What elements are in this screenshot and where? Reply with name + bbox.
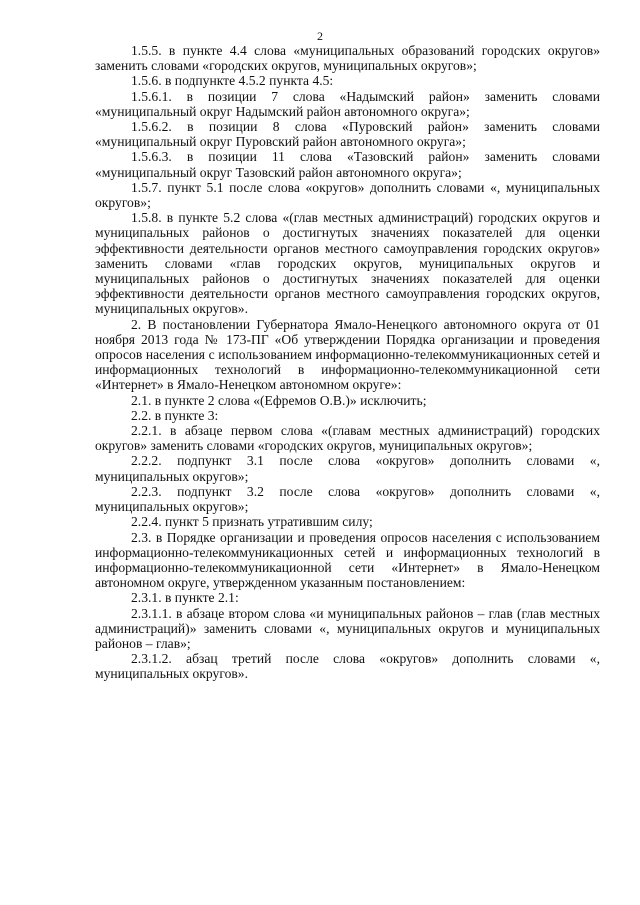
paragraph-1-5-6-3: 1.5.6.3. в позиции 11 слова «Тазовский район» заменить словами «муниципальный округ Тазовский район автономного округа»; — [95, 149, 600, 180]
paragraph-2: 2. В постановлении Губернатора Ямало-Ненецкого автономного округа от 01 ноября 2013 года № 173-ПГ «Об утверждении Порядка организации и проведения опросов населения с использованием информационно-телекоммуникационных сетей и информационных технологий в информационно-телекоммуникационной сети «Интернет» в Ямало-Ненецком автономном округе»: — [95, 316, 600, 393]
paragraph-2-3-1: 2.3.1. в пункте 2.1: — [131, 590, 239, 606]
paragraph-1-5-8: 1.5.8. в пункте 5.2 слова «(глав местных администраций) городских округов и муниципальных районов о достигнутых значениях показателей для оценки эффективности деятельности органов местного самоуправления городских округов» заменить словами «глав городских округов, муниципальных округов и муниципальных районов о достигнутых значениях показателей для оценки эффективности деятельности органов местного самоуправления городских округов, муниципальных округов». — [95, 210, 600, 317]
paragraph-1-5-5: 1.5.5. в пункте 4.4 слова «муниципальных образований городских округов» заменить словами «городских округов, муниципальных округов»; — [95, 43, 600, 74]
paragraph-2-2-4: 2.2.4. пункт 5 признать утратившим силу; — [131, 514, 373, 530]
paragraph-2-2-2: 2.2.2. подпункт 3.1 после слова «округов» дополнить словами «, муниципальных округов»; — [95, 453, 600, 484]
paragraph-1-5-6-2: 1.5.6.2. в позиции 8 слова «Пуровский район» заменить словами «муниципальный округ Пуровский район автономного округа»; — [95, 119, 600, 150]
paragraph-1-5-6: 1.5.6. в подпункте 4.5.2 пункта 4.5: — [131, 73, 334, 89]
paragraph-2-2-1: 2.2.1. в абзаце первом слова «(главам местных администраций) городских округов» заменить словами «городских округов, муниципальных округов»; — [95, 423, 600, 454]
page-number: 2 — [317, 29, 323, 43]
paragraph-1-5-6-1: 1.5.6.1. в позиции 7 слова «Надымский район» заменить словами «муниципальный округ Надымский район автономного округа»; — [95, 88, 600, 119]
paragraph-2-1: 2.1. в пункте 2 слова «(Ефремов О.В.)» исключить; — [131, 392, 427, 408]
paragraph-1-5-7: 1.5.7. пункт 5.1 после слова «округов» дополнить словами «, муниципальных округов»; — [95, 179, 600, 211]
paragraph-2-3-1-1: 2.3.1.1. в абзаце втором слова «и муниципальных районов – глав (глав местных администраций)» заменить словами «, муниципальных округов и муниципальных районов – глав»; — [95, 605, 600, 651]
paragraph-2-3: 2.3. в Порядке организации и проведения опросов населения с использованием информационно-телекоммуникационных сетей и информационных технологий в информационно-телекоммуникационной сети «Интернет» в Ямало-Ненецком автономном округе, утвержденном указанным постановлением: — [95, 529, 600, 591]
paragraph-2-2-3: 2.2.3. подпункт 3.2 после слова «округов» дополнить словами «, муниципальных округов»; — [95, 483, 600, 515]
document-body — [95, 43, 600, 682]
paragraph-2-2: 2.2. в пункте 3: — [131, 407, 219, 423]
paragraph-2-3-1-2: 2.3.1.2. абзац третий после слова «округов» дополнить словами «, муниципальных округов». — [95, 651, 600, 682]
